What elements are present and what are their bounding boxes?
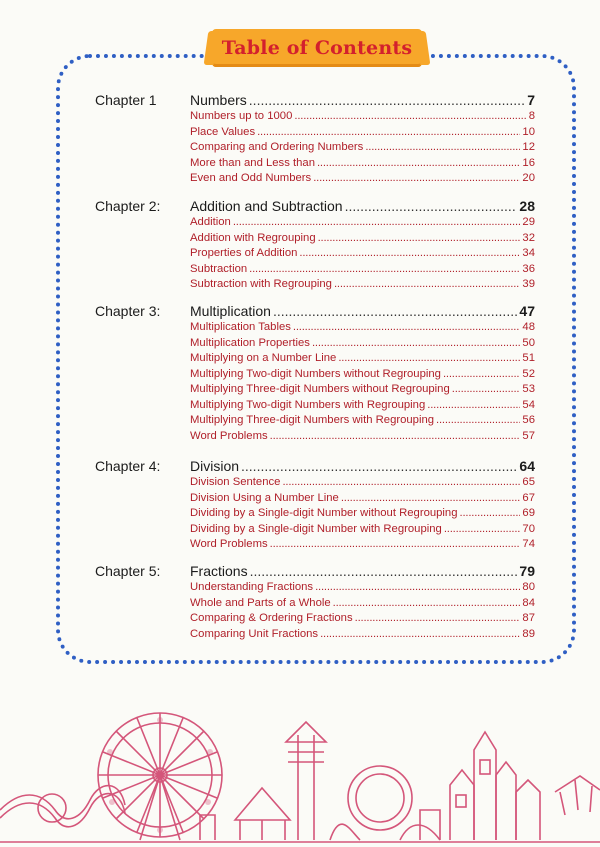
section-page-number: 10 xyxy=(522,125,535,138)
chapter-page-number: 79 xyxy=(519,563,535,579)
section-title: Multiplying on a Number Line xyxy=(190,352,337,364)
chapter-title: Division xyxy=(190,458,240,474)
section-title: Dividing by a Single-digit Number with Regrouping xyxy=(190,522,442,535)
section-page-number: 53 xyxy=(522,383,535,395)
chapter-label: Chapter 5: xyxy=(95,563,161,579)
section-page-number: 84 xyxy=(522,596,535,609)
section-entry[interactable] xyxy=(190,367,535,383)
section-title: Whole and Parts of a Whole xyxy=(190,596,331,609)
chapter-label: Chapter 1 xyxy=(95,92,157,108)
section-title: Comparing Unit Fractions xyxy=(190,627,319,640)
chapter-heading[interactable] xyxy=(190,458,535,474)
section-entry[interactable] xyxy=(190,109,535,125)
section-page-number: 69 xyxy=(522,507,535,519)
section-entry[interactable] xyxy=(190,398,535,414)
page-title: Table of Contents xyxy=(221,37,413,59)
section-title: Understanding Fractions xyxy=(190,581,314,593)
section-entry[interactable] xyxy=(190,475,535,491)
section-title: Word Problems xyxy=(190,538,268,550)
dot-leader xyxy=(318,231,521,247)
dot-leader xyxy=(443,367,520,383)
dot-leader xyxy=(270,429,521,445)
section-page-number: 36 xyxy=(522,262,535,275)
section-page-number: 51 xyxy=(522,352,535,364)
section-title: Multiplying Three-digit Numbers without Regrouping xyxy=(190,383,450,395)
chapter-page-number: 64 xyxy=(519,458,535,474)
dot-leader xyxy=(249,262,520,278)
section-entry[interactable] xyxy=(190,429,535,445)
section-page-number: 16 xyxy=(522,156,535,169)
dot-leader xyxy=(355,611,521,627)
dot-leader xyxy=(341,491,521,507)
section-title: Comparing and Ordering Numbers xyxy=(190,141,364,153)
section-page-number: 67 xyxy=(522,491,535,504)
section-page-number: 54 xyxy=(522,398,535,411)
dot-leader xyxy=(273,303,517,319)
dot-leader xyxy=(444,522,521,538)
section-page-number: 74 xyxy=(522,538,535,550)
title-banner xyxy=(212,29,422,67)
chapter-heading[interactable] xyxy=(190,92,535,108)
section-page-number: 56 xyxy=(522,414,535,426)
section-page-number: 12 xyxy=(522,141,535,153)
chapter-heading[interactable] xyxy=(190,303,535,319)
section-page-number: 32 xyxy=(522,231,535,244)
dot-leader xyxy=(294,109,526,125)
dot-leader xyxy=(315,580,520,596)
section-entry[interactable] xyxy=(190,231,535,247)
amusement-park-illustration xyxy=(0,680,600,847)
section-title: More than and Less than xyxy=(190,156,315,169)
section-page-number: 65 xyxy=(522,476,535,488)
section-title: Numbers up to 1000 xyxy=(190,110,293,122)
section-title: Word Problems xyxy=(190,429,268,442)
section-title: Even and Odd Numbers xyxy=(190,172,312,184)
section-entry[interactable] xyxy=(190,336,535,352)
section-entry[interactable] xyxy=(190,627,535,643)
section-entry[interactable] xyxy=(190,156,535,172)
section-title: Subtraction with Regrouping xyxy=(190,278,332,290)
section-entry[interactable] xyxy=(190,171,535,187)
section-page-number: 57 xyxy=(522,429,535,442)
dot-leader xyxy=(293,320,521,336)
section-page-number: 52 xyxy=(522,367,535,380)
section-page-number: 80 xyxy=(522,581,535,593)
chapter-label: Chapter 4: xyxy=(95,458,161,474)
section-entry[interactable] xyxy=(190,246,535,262)
chapter-title: Multiplication xyxy=(190,303,271,319)
dot-leader xyxy=(452,382,521,398)
section-title: Comparing & Ordering Fractions xyxy=(190,612,353,624)
section-entry[interactable] xyxy=(190,537,535,553)
section-entry[interactable] xyxy=(190,611,535,627)
section-title: Multiplying Two-digit Numbers with Regrouping xyxy=(190,398,426,411)
chapter-label: Chapter 2: xyxy=(95,198,161,214)
dot-leader xyxy=(427,398,520,414)
chapter-page-number: 28 xyxy=(519,198,535,214)
section-title: Subtraction xyxy=(190,262,248,275)
dot-leader xyxy=(312,336,520,352)
dot-leader xyxy=(270,537,521,553)
chapter-title: Numbers xyxy=(190,92,247,108)
section-entry[interactable] xyxy=(190,215,535,231)
section-title: Multiplying Two-digit Numbers without Regrouping xyxy=(190,367,441,380)
section-page-number: 8 xyxy=(528,110,535,122)
section-page-number: 20 xyxy=(522,172,535,184)
section-entry[interactable] xyxy=(190,277,535,293)
section-page-number: 48 xyxy=(522,321,535,333)
dot-leader xyxy=(241,458,517,474)
section-title: Place Values xyxy=(190,125,256,138)
dot-leader xyxy=(233,215,521,231)
section-title: Division Sentence xyxy=(190,476,281,488)
section-title: Multiplication Properties xyxy=(190,336,310,349)
chapter-title: Fractions xyxy=(190,563,248,579)
dot-leader xyxy=(460,506,521,522)
section-entry[interactable] xyxy=(190,351,535,367)
dot-leader xyxy=(317,156,520,172)
section-page-number: 50 xyxy=(522,336,535,349)
chapter-heading[interactable] xyxy=(190,198,535,214)
dot-leader xyxy=(436,413,520,429)
section-entry[interactable] xyxy=(190,413,535,429)
section-page-number: 87 xyxy=(522,612,535,624)
dot-leader xyxy=(257,125,520,141)
dot-leader xyxy=(313,171,520,187)
dot-leader xyxy=(299,246,520,262)
dot-leader xyxy=(250,563,518,579)
section-entry[interactable] xyxy=(190,522,535,538)
dot-leader xyxy=(338,351,520,367)
section-entry[interactable] xyxy=(190,320,535,336)
dot-leader xyxy=(333,596,521,612)
section-title: Dividing by a Single-digit Number without Regrouping xyxy=(190,507,458,519)
section-title: Division Using a Number Line xyxy=(190,491,339,504)
chapter-page-number: 47 xyxy=(519,303,535,319)
chapter-page-number: 7 xyxy=(527,92,535,108)
dot-leader xyxy=(365,140,520,156)
chapter-label: Chapter 3: xyxy=(95,303,161,319)
section-entry[interactable] xyxy=(190,125,535,141)
section-title: Addition xyxy=(190,216,231,228)
section-title: Multiplying Three-digit Numbers with Regrouping xyxy=(190,414,435,426)
section-entry[interactable] xyxy=(190,140,535,156)
section-page-number: 39 xyxy=(522,278,535,290)
section-entry[interactable] xyxy=(190,382,535,398)
section-page-number: 29 xyxy=(522,216,535,228)
section-title: Addition with Regrouping xyxy=(190,231,316,244)
dot-leader xyxy=(320,627,520,643)
dot-leader xyxy=(345,198,518,214)
dot-leader xyxy=(334,277,520,293)
dot-leader xyxy=(249,92,525,108)
section-page-number: 34 xyxy=(522,247,535,259)
section-entry[interactable] xyxy=(190,262,535,278)
dot-leader xyxy=(282,475,520,491)
section-entry[interactable] xyxy=(190,596,535,612)
section-entry[interactable] xyxy=(190,506,535,522)
section-page-number: 70 xyxy=(522,522,535,535)
section-page-number: 89 xyxy=(522,627,535,640)
chapter-heading[interactable] xyxy=(190,563,535,579)
section-entry[interactable] xyxy=(190,491,535,507)
section-title: Multiplication Tables xyxy=(190,321,291,333)
section-entry[interactable] xyxy=(190,580,535,596)
chapter-title: Addition and Subtraction xyxy=(190,198,343,214)
section-title: Properties of Addition xyxy=(190,247,298,259)
